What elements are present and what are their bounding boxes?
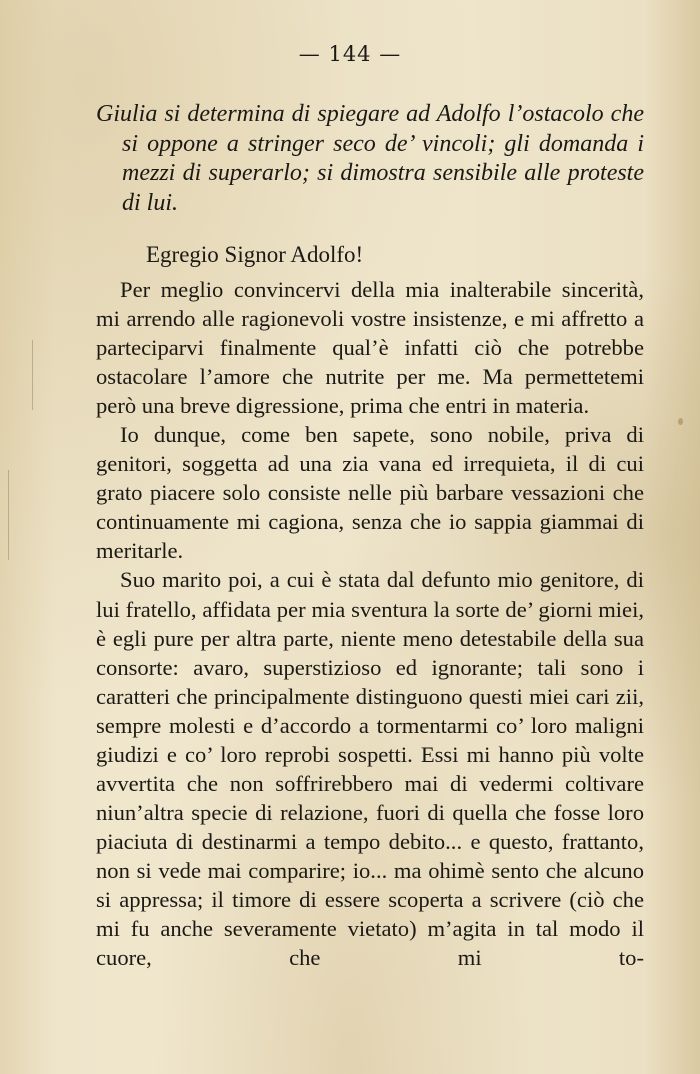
letter-body (96, 275, 644, 972)
summary-text: Giulia si determina di spiegare ad Adolfo l’ostacolo che si oppone a stringer seco de’ vincoli; gli domanda i mezzi di superarlo; si dimostra sensibile alle proteste di lui. (96, 101, 644, 216)
letter-paragraph: Suo marito poi, a cui è stata dal defunto mio genitore, di lui fratello, affidata per mia sventura la sorte de’ giorni miei, è egli pure per altra parte, niente meno detestabile della sua consorte: avaro, superstizioso ed ignorante; tali sono i caratteri che principalmente distinguono questi miei cari zii, sempre molesti e d’accordo a tormentarmi co’ loro maligni giudizi e co’ loro reprobi sospetti. Essi mi hanno più volte avvertita che non soffrirebbero mai di vedermi coltivare niun’altra specie di relazione, fuori di quella che fosse loro piaciuta di destinarmi a tempo debito... e questo, frattanto, non si vede mai comparire; io... ma ohimè sento che alcuno si appressa; il timore di essere scoperta a scrivere (ciò che mi fu anche severamente vietato) m’agita in tal modo il cuore, che mi to- (96, 567, 644, 971)
paper-stain (678, 418, 683, 425)
letter-salutation: Egregio Signor Adolfo! (146, 242, 364, 267)
margin-crease (32, 340, 33, 410)
page-number: — 144 — (298, 42, 402, 66)
margin-crease (8, 470, 9, 560)
letter-paragraph: Io dunque, come ben sapete, sono nobile, priva di genitori, soggetta ad una zia vana ed irrequieta, il di cui grato piacere solo consiste nelle più barbare vessazioni che continuamente mi cagiona, senza che io sappia giammai di meritarle. (96, 422, 644, 564)
chapter-summary (96, 100, 644, 218)
letter-paragraph: Per meglio convincervi della mia inalterabile sincerità, mi arrendo alle ragionevoli vostre insistenze, e mi affretto a parteciparvi finalmente qual’è infatti ciò che potrebbe ostacolare l’amore che nutrite per me. Ma permettetemi però una breve digressione, prima che entri in materia. (96, 277, 644, 419)
